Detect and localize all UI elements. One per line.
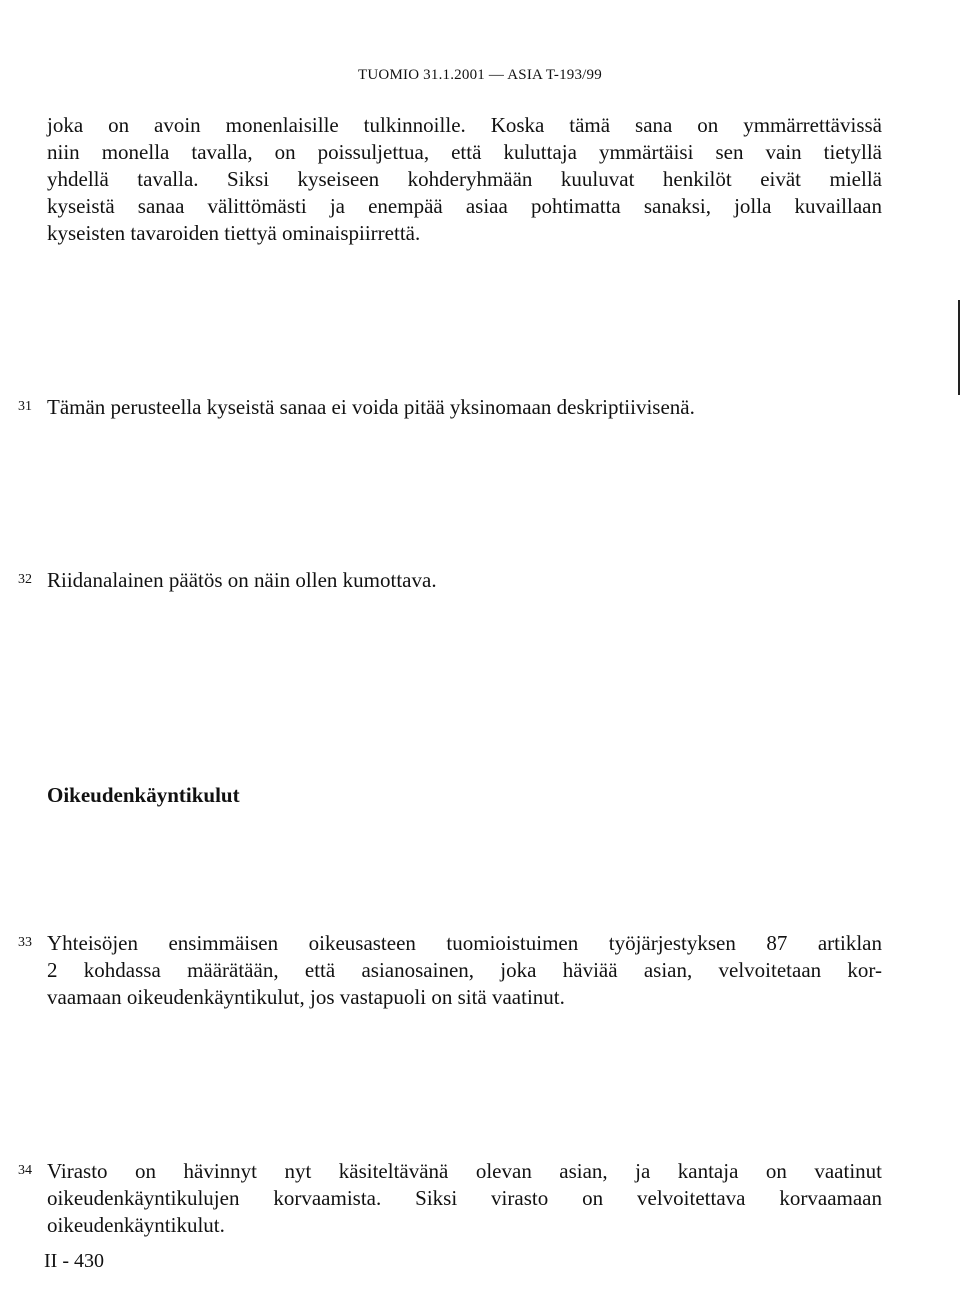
page-number: II - 430: [44, 1250, 104, 1272]
text-line: oikeudenkäyntikulujen korvaamista. Siksi virasto on velvoitettava korvaamaan: [47, 1186, 882, 1210]
text-line: niin monella tavalla, on poissuljettua, että kuluttaja ymmärtäisi sen vain tietyllä: [47, 140, 882, 164]
paragraph-number: 34: [18, 1163, 32, 1178]
paragraph-number: 33: [18, 935, 32, 950]
text-line: kyseistä sanaa välittömästi ja enempää asiaa pohtimatta sanaksi, jolla kuvaillaan: [47, 194, 882, 218]
intro-paragraph: [47, 112, 882, 247]
text-line: yhdellä tavalla. Siksi kyseiseen kohderyhmään kuuluvat henkilöt eivät miellä: [47, 167, 882, 191]
text-line: Virasto on hävinnyt nyt käsiteltävänä olevan asian, ja kantaja on vaatinut: [47, 1159, 882, 1183]
text-line: Riidanalainen päätös on näin ollen kumottava.: [47, 568, 437, 592]
text-line: Tämän perusteella kyseistä sanaa ei voida pitää yksinomaan deskriptiivisenä.: [47, 395, 695, 419]
text-line: joka on avoin monenlaisille tulkinnoille. Koska tämä sana on ymmärrettävissä: [47, 113, 882, 137]
paragraph-34: [47, 1158, 882, 1239]
paragraph-number: 32: [18, 572, 32, 587]
text-line: vaamaan oikeudenkäyntikulut, jos vastapuoli on sitä vaatinut.: [47, 985, 565, 1009]
text-line: Yhteisöjen ensimmäisen oikeusasteen tuomioistuimen työjärjestyksen 87 artiklan: [47, 931, 882, 955]
text-line: 2 kohdassa määrätään, että asianosainen, joka häviää asian, velvoitetaan kor-: [47, 958, 882, 982]
paragraph-number: 31: [18, 399, 32, 414]
paragraph-32: [47, 567, 882, 594]
text-line: kyseisten tavaroiden tiettyä ominaispiirrettä.: [47, 221, 421, 245]
paragraph-31: [47, 394, 882, 421]
paragraph-33: [47, 930, 882, 1011]
page-header: TUOMIO 31.1.2001 — ASIA T-193/99: [358, 67, 602, 83]
section-heading: Oikeudenkäyntikulut: [47, 783, 240, 807]
text-line: oikeudenkäyntikulut.: [47, 1213, 225, 1237]
